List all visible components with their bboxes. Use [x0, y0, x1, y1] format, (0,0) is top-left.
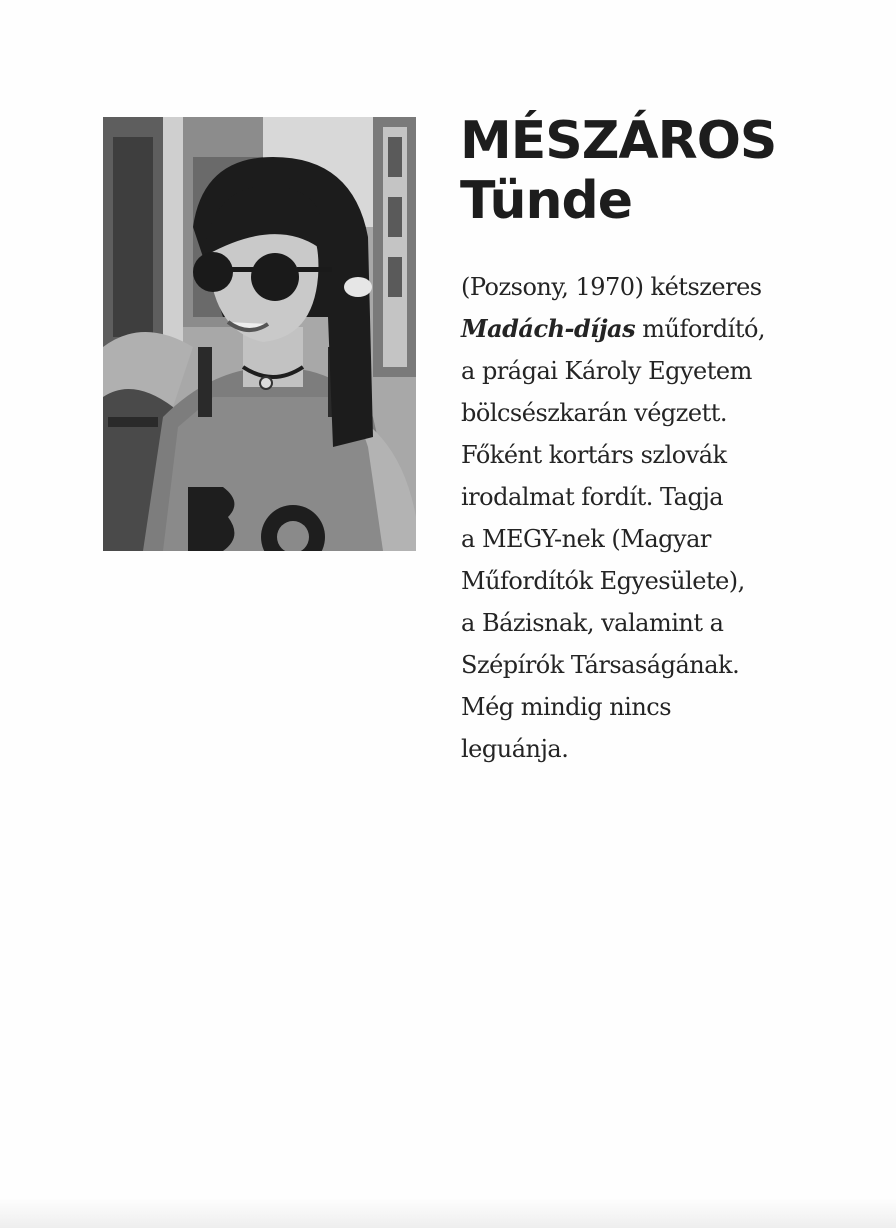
author-name-block	[460, 112, 860, 230]
bio-line-text: műfordító,	[635, 315, 766, 343]
portrait-image	[103, 117, 416, 551]
bio-line: a Bázisnak, valamint a	[461, 609, 724, 637]
bio-line: irodalmat fordít. Tagja	[461, 483, 724, 511]
author-surname: MÉSZÁROS	[460, 111, 777, 171]
bio-line: (Pozsony, 1970) kétszeres	[461, 273, 762, 301]
award-name: Madách-díjas	[461, 314, 636, 343]
bio-line: Főként kortárs szlovák	[461, 441, 727, 469]
bio-line: bölcsészkarán végzett.	[461, 399, 728, 427]
bio-line: leguánja.	[461, 735, 569, 763]
author-biography	[461, 266, 881, 770]
bio-line: Még mindig nincs	[461, 693, 672, 721]
bio-line: a prágai Károly Egyetem	[461, 357, 752, 385]
bio-line: a MEGY-nek (Magyar	[461, 525, 711, 553]
bio-line	[461, 308, 881, 350]
page-bottom-edge	[0, 1198, 896, 1228]
author-portrait-photo	[103, 117, 416, 551]
bio-line: Szépírók Társaságának.	[461, 651, 740, 679]
author-given-name: Tünde	[460, 171, 633, 231]
bio-line: Műfordítók Egyesülete),	[461, 567, 745, 595]
